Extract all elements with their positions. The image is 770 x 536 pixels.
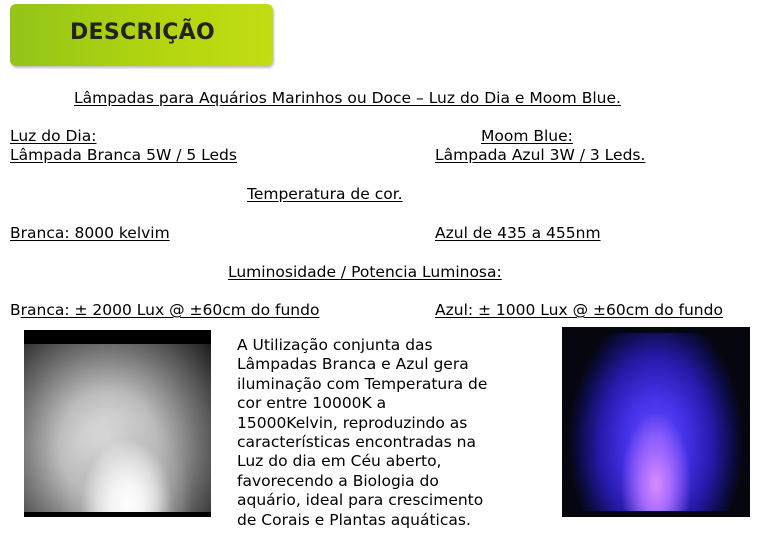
moon-blue-heading: Moom Blue: bbox=[481, 127, 573, 145]
blue-wavelength: Azul de 435 a 455nm bbox=[435, 224, 601, 242]
description-line: aquário, ideal para crescimento bbox=[237, 491, 484, 510]
description-line: Luz do dia em Céu aberto, bbox=[237, 452, 442, 471]
daylight-heading: Luz do Dia: bbox=[10, 127, 97, 145]
white-light-glow bbox=[24, 344, 211, 512]
description-line: favorecendo a Biologia do bbox=[237, 471, 439, 490]
description-line: iluminação com Temperatura de bbox=[237, 374, 488, 393]
description-paragraph bbox=[237, 336, 537, 530]
description-line: A Utilização conjunta das bbox=[237, 336, 433, 354]
blue-light-glow bbox=[568, 333, 744, 511]
blue-lamp-photo bbox=[562, 327, 750, 517]
luminosity-heading: Luminosidade / Potencia Luminosa: bbox=[228, 263, 502, 281]
subtitle: Lâmpadas para Aquários Marinhos ou Doce – Luz do Dia e Moom Blue. bbox=[74, 89, 621, 107]
white-color-temperature: Branca: 8000 kelvim bbox=[10, 224, 170, 242]
page-title: DESCRIÇÃO bbox=[70, 20, 215, 45]
daylight-lamp-spec: Lâmpada Branca 5W / 5 Leds bbox=[10, 146, 237, 164]
description-line: Lâmpadas Branca e Azul gera bbox=[237, 355, 469, 374]
white-luminosity-value: ranca: ± 2000 Lux @ ±60cm do fundo bbox=[20, 301, 320, 319]
moon-blue-lamp-spec: Lâmpada Azul 3W / 3 Leds. bbox=[435, 146, 646, 164]
white-lamp-photo bbox=[24, 330, 211, 517]
description-line: de Corais e Plantas aquáticas. bbox=[237, 510, 471, 529]
blue-luminosity: Azul: ± 1000 Lux @ ±60cm do fundo bbox=[435, 301, 723, 319]
description-line: características encontradas na bbox=[237, 433, 476, 452]
white-luminosity-prefix: B bbox=[10, 301, 21, 319]
color-temperature-heading: Temperatura de cor. bbox=[247, 185, 403, 203]
description-line: cor entre 10000K a bbox=[237, 394, 387, 413]
white-luminosity bbox=[10, 301, 319, 320]
description-line: 15000Kelvin, reproduzindo as bbox=[237, 413, 468, 432]
